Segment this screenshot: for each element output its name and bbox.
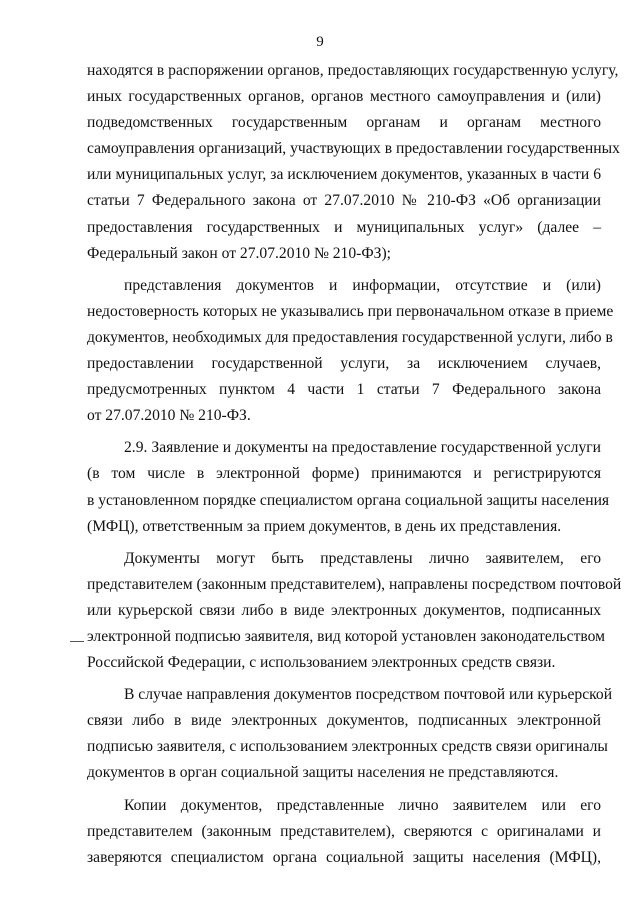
page-number: 9 <box>316 34 324 50</box>
text-line: электронной подписью заявителя, вид которой установлен законодательством <box>87 627 606 645</box>
text-line: представителем (законным представителем), направлены посредством почтовой <box>87 575 622 593</box>
text-line: 2.9. Заявление и документы на предоставление государственной услуги <box>124 439 601 457</box>
text-line: (МФЦ), ответственным за прием документов, в день их представления. <box>87 517 562 535</box>
text-line: или муниципальных услуг, за исключением документов, указанных в части 6 <box>87 166 601 184</box>
text-line: подведомственных государственным органам и органам местного <box>87 114 601 132</box>
paragraph-copies <box>87 793 601 871</box>
text-line: иных государственных органов, органов местного самоуправления и (или) <box>87 88 601 106</box>
text-line: предусмотренных пунктом 4 части 1 статьи 7 Федерального закона <box>87 381 601 399</box>
paragraph-originals <box>87 682 613 786</box>
text-line: документов в орган социальной защиты населения не представляются. <box>87 764 559 782</box>
text-line: связи либо в виде электронных документов, подписанных электронной <box>87 712 601 730</box>
text-line: в установленном порядке специалистом органа социальной защиты населения <box>87 491 610 509</box>
text-line: представления документов и информации, отсутствие и (или) <box>124 276 601 294</box>
text-line: статьи 7 Федерального закона от 27.07.2010 № 210-ФЗ «Об организации <box>87 192 601 210</box>
text-line: Российской Федерации, с использованием электронных средств связи. <box>87 654 556 672</box>
document-body <box>87 58 622 871</box>
text-line: подписью заявителя, с использованием электронных средств связи оригиналы <box>87 738 608 756</box>
text-line: заверяются специалистом органа социальной защиты населения (МФЦ), <box>87 848 601 866</box>
text-line: (в том числе в электронной форме) принимаются и регистрируются <box>87 465 601 483</box>
text-line: предоставления государственных и муниципальных услуг» (далее – <box>87 218 601 236</box>
text-line: В случае направления документов посредством почтовой или курьерской <box>124 686 613 704</box>
paragraph-continuation <box>87 58 620 267</box>
paragraph-representation <box>87 273 614 430</box>
text-line: от 27.07.2010 № 210-ФЗ. <box>87 407 251 425</box>
text-line: Федеральный закон от 27.07.2010 № 210-ФЗ); <box>87 244 392 262</box>
margin-mark <box>70 641 84 642</box>
text-line: самоуправления организаций, участвующих в предоставлении государственных <box>87 140 620 158</box>
text-line: представителем (законным представителем), сверяются с оригиналами и <box>87 822 601 840</box>
text-line: недостоверность которых не указывались при первоначальном отказе в приеме <box>87 302 614 320</box>
text-line: предоставлении государственной услуги, за исключением случаев, <box>87 355 601 373</box>
text-line: Копии документов, представленные лично заявителем или его <box>124 796 601 814</box>
text-line: Документы могут быть представлены лично заявителем, его <box>124 549 601 567</box>
paragraph-documents-submission <box>87 546 622 676</box>
text-line: находятся в распоряжении органов, предоставляющих государственную услугу, <box>87 62 619 79</box>
paragraph-2-9 <box>87 435 610 539</box>
text-line: документов, необходимых для предоставления государственной услуги, либо в <box>87 328 613 346</box>
text-line: или курьерской связи либо в виде электронных документов, подписанных <box>87 601 601 619</box>
